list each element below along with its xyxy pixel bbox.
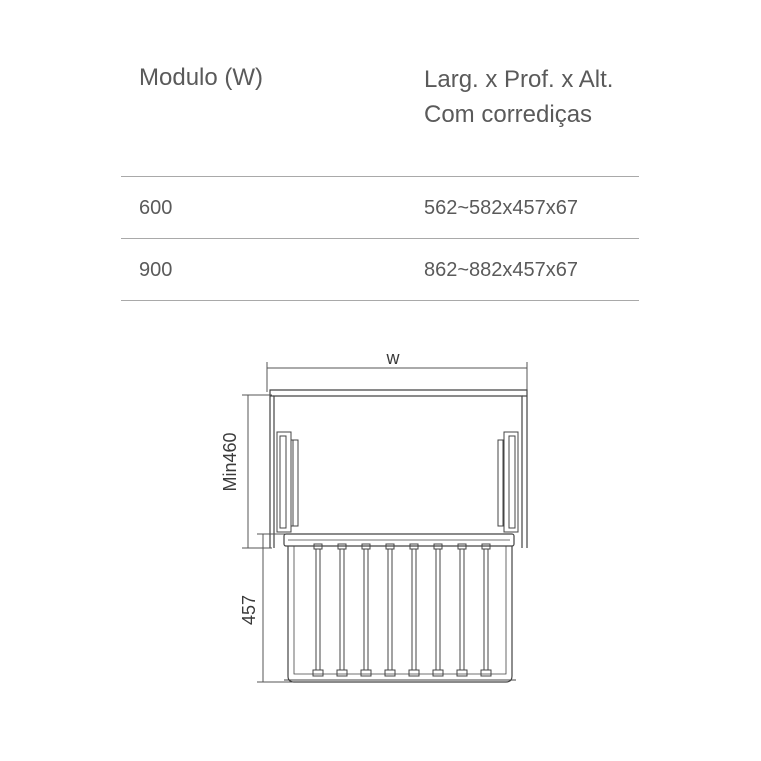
hanger-bar (481, 544, 491, 676)
cabinet-frame (270, 390, 527, 548)
row-dimensions: 862~882x457x67 (424, 259, 579, 281)
row-modulo: 900 (139, 259, 173, 281)
row-dimensions: 562~582x457x67 (424, 197, 579, 219)
header-dimensions-line1: Larg. x Prof. x Alt. (424, 66, 614, 93)
hanger-bar (457, 544, 467, 676)
hanger-bar (385, 544, 395, 676)
width-dimension (267, 348, 527, 392)
hanger-bar (433, 544, 443, 676)
hanger-bar (361, 544, 371, 676)
left-slide-rail (277, 432, 298, 532)
hanger-bar (313, 544, 323, 676)
header-dimensions-line2: Com corrediças (424, 101, 593, 128)
pull-out-basket (284, 534, 516, 682)
width-label: w (386, 348, 400, 368)
depth-dimension (239, 534, 292, 682)
right-slide-rail (498, 432, 518, 532)
hanger-bar (409, 544, 419, 676)
hanger-bars (313, 544, 491, 676)
row-modulo: 600 (139, 197, 173, 219)
header-modulo: Modulo (W) (139, 64, 264, 91)
depth-label: 457 (239, 594, 259, 626)
hanger-bar (337, 544, 347, 676)
height-dimension (220, 395, 272, 548)
height-label: Min460 (220, 432, 240, 492)
